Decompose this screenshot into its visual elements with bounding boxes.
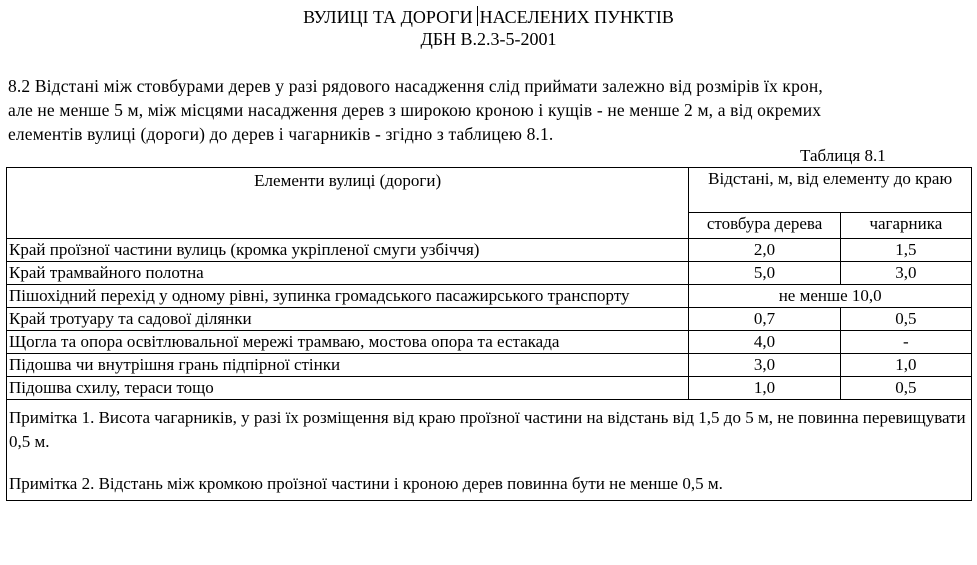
row-tree-value: 3,0 — [689, 354, 840, 377]
note-2: Примітка 2. Відстань між кромкою проїзної частини і кроною дерев повинна бути не менше 0,5 м. — [9, 474, 723, 493]
table-header-row — [7, 168, 972, 213]
row-tree-value: 0,7 — [689, 308, 840, 331]
row-name: Край проїзної частини вулиць (кромка укріпленої смуги узбіччя) — [7, 239, 689, 262]
row-shrub-value: 0,5 — [840, 308, 971, 331]
row-name: Край тротуару та садової ділянки — [7, 308, 689, 331]
table-notes-row — [7, 400, 972, 501]
row-merged-value: не менше 10,0 — [689, 285, 972, 308]
distances-table — [6, 167, 972, 501]
header-elements: Елементи вулиці (дороги) — [7, 168, 689, 239]
row-tree-value: 4,0 — [689, 331, 840, 354]
row-name: Підошва чи внутрішня грань підпірної стінки — [7, 354, 689, 377]
row-name: Край трамвайного полотна — [7, 262, 689, 285]
standard-code: ДБН В.2.3-5-2001 — [420, 29, 557, 49]
table-caption: Таблиця 8.1 — [800, 146, 886, 165]
note-1: Примітка 1. Висота чагарників, у разі їх розміщення від краю проїзної частини на відстань від 1,5 до 5 м, не повинна перевищувати 0,5 м. — [9, 408, 966, 451]
table-row — [7, 377, 972, 400]
row-name: Підошва схилу, тераси тощо — [7, 377, 689, 400]
table-row — [7, 331, 972, 354]
table-row — [7, 354, 972, 377]
table-notes — [7, 400, 972, 501]
row-shrub-value: 0,5 — [840, 377, 971, 400]
row-tree-value: 2,0 — [689, 239, 840, 262]
intro-line-2: але не менше 5 м, між місцями насадження дерев з широкою кроною і кущів - не менше 2 м, а від окремих — [8, 100, 822, 120]
intro-line-3: елементів вулиці (дороги) до дерев і чагарників - згідно з таблицею 8.1. — [8, 124, 554, 144]
document-title — [0, 6, 977, 28]
text-cursor — [477, 6, 478, 26]
title-part-2: НАСЕЛЕНИХ ПУНКТІВ — [479, 7, 674, 27]
row-shrub-value: 1,5 — [840, 239, 971, 262]
row-name: Пішохідний перехід у одному рівні, зупинка громадського пасажирського транспорту — [7, 285, 689, 308]
row-tree-value: 5,0 — [689, 262, 840, 285]
header-distances: Відстані, м, від елементу до краю — [689, 168, 972, 213]
header-tree: стовбура дерева — [689, 213, 840, 239]
row-shrub-value: 3,0 — [840, 262, 971, 285]
header-shrub: чагарника — [840, 213, 971, 239]
row-tree-value: 1,0 — [689, 377, 840, 400]
row-name: Щогла та опора освітлювальної мережі трамваю, мостова опора та естакада — [7, 331, 689, 354]
table-row — [7, 285, 972, 308]
row-shrub-value: 1,0 — [840, 354, 971, 377]
table-row — [7, 262, 972, 285]
document-header — [0, 6, 977, 50]
table-row — [7, 239, 972, 262]
title-part-1: ВУЛИЦІ ТА ДОРОГИ — [303, 7, 473, 27]
row-shrub-value: - — [840, 331, 971, 354]
intro-paragraph — [8, 74, 973, 146]
intro-line-1: 8.2 Відстані між стовбурами дерев у разі рядового насадження слід приймати залежно від розмірів їх крон, — [8, 76, 823, 96]
table-row — [7, 308, 972, 331]
